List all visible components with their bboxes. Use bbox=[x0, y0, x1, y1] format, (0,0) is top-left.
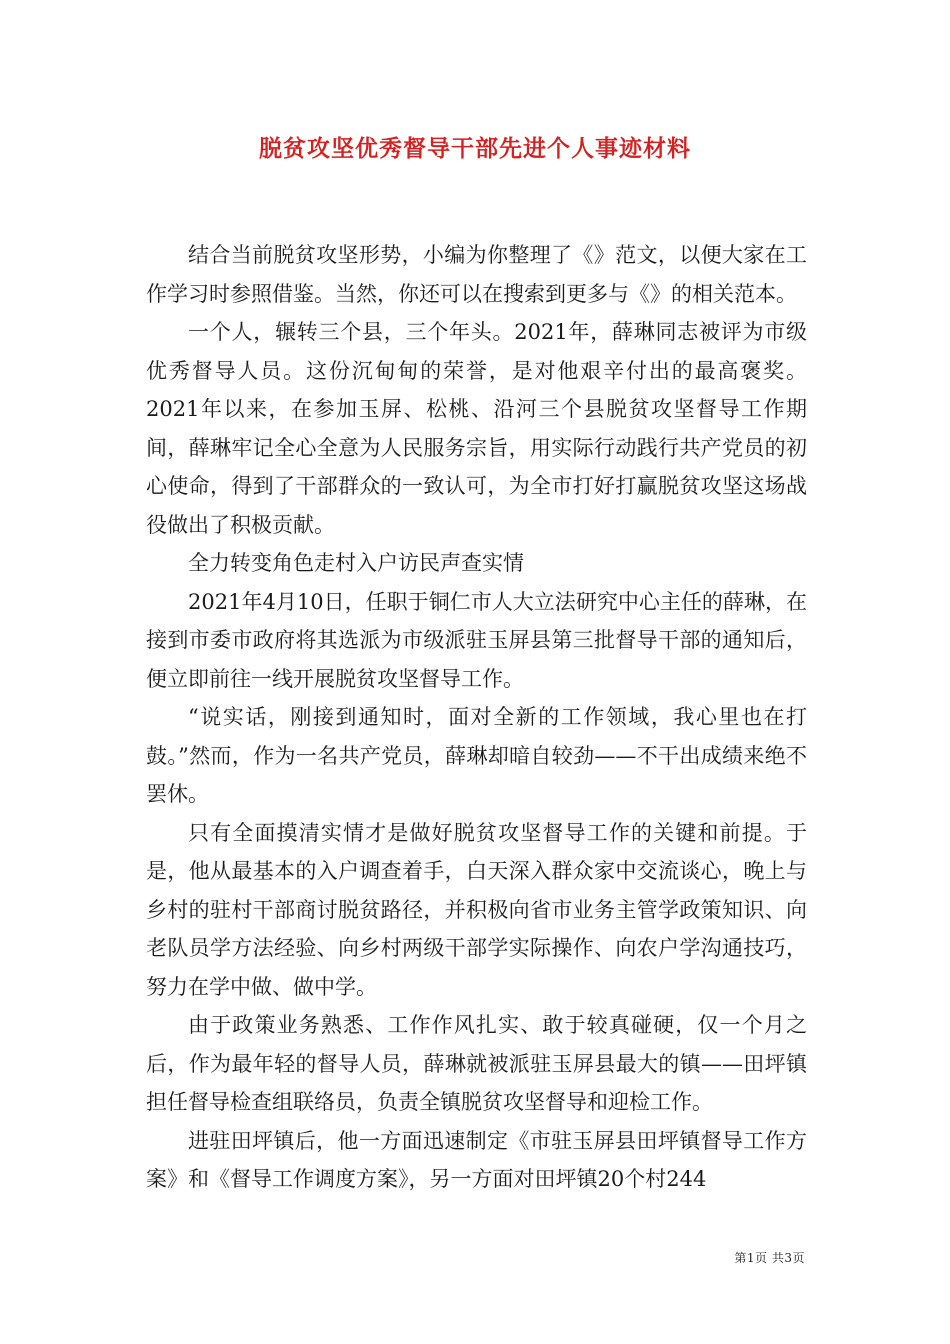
paragraph: 进驻田坪镇后，他一方面迅速制定《市驻玉屏县田坪镇督导工作方案》和《督导工作调度方案》，另一方面对田坪镇20个村244 bbox=[146, 1128, 807, 1191]
paragraph: 一个人，辗转三个县，三个年头。2021年，薛琳同志被评为市级优秀督导人员。这份沉甸甸的荣誉，是对他艰辛付出的最高褒奖。2021年以来，在参加玉屏、松桃、沿河三个县脱贫攻坚督导工作期间，薛琳牢记全心全意为人民服务宗旨，用实际行动践行共产党员的初心使命，得到了干部群众的一致认可，为全市打好打赢脱贫攻坚这场战役做出了积极贡献。 bbox=[146, 320, 807, 537]
paragraph: 由于政策业务熟悉、工作作风扎实、敢于较真碰硬，仅一个月之后，作为最年轻的督导人员，薛琳就被派驻玉屏县最大的镇——田坪镇担任督导检查组联络员，负责全镇脱贫攻坚督导和迎检工作。 bbox=[146, 1013, 807, 1114]
section-heading: 全力转变角色走村入户访民声查实情 bbox=[188, 551, 524, 575]
paragraph: 2021年4月10日，任职于铜仁市人大立法研究中心主任的薛琳，在接到市委市政府将其选派为市级派驻玉屏县第三批督导干部的通知后，便立即前往一线开展脱贫攻坚督导工作。 bbox=[146, 589, 807, 691]
page-number-footer: 第1页 共3页 bbox=[734, 1251, 805, 1265]
document-body bbox=[146, 236, 807, 1199]
paragraph-intro: 结合当前脱贫攻坚形势，小编为你整理了《》范文，以便大家在工作学习时参照借鉴。当然，你还可以在搜索到更多与《》的相关范本。 bbox=[146, 243, 807, 306]
paragraph: 只有全面摸清实情才是做好脱贫攻坚督导工作的关键和前提。于是，他从最基本的入户调查着手，白天深入群众家中交流谈心，晚上与乡村的驻村干部商讨脱贫路径，并积极向省市业务主管学政策知识、向老队员学方法经验、向乡村两级干部学实际操作、向农户学沟通技巧，努力在学中做、做中学。 bbox=[146, 820, 807, 999]
document-title: 脱贫攻坚优秀督导干部先进个人事迹材料 bbox=[259, 135, 691, 162]
paragraph-quote: “说实话，刚接到通知时，面对全新的工作领域，我心里也在打鼓。”然而，作为一名共产党员，薛琳却暗自较劲——不干出成绩来绝不罢休。 bbox=[146, 705, 807, 806]
